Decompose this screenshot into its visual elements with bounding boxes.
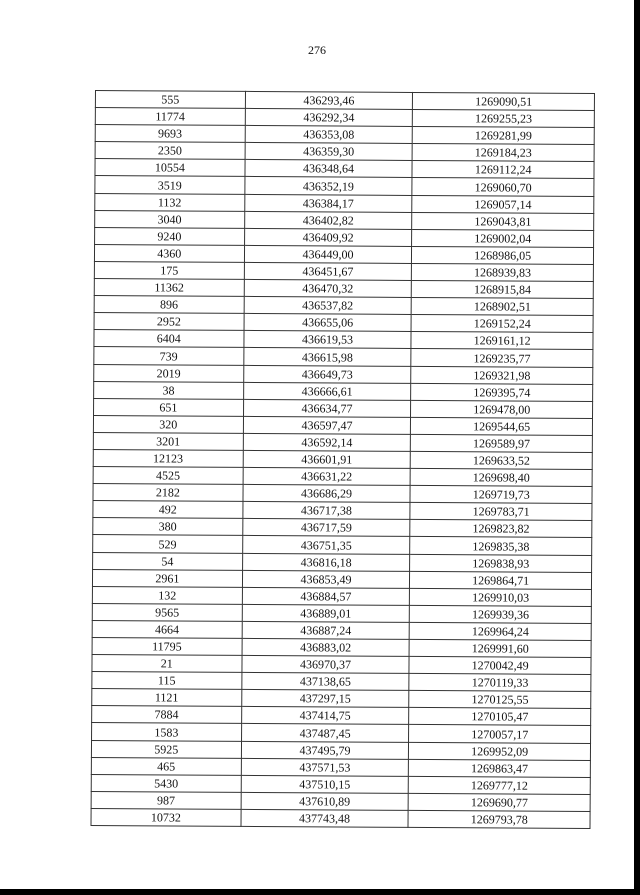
y-coordinate-cell: 1269589,97 bbox=[411, 434, 593, 452]
x-coordinate-cell: 436887,24 bbox=[242, 621, 410, 639]
point-number-cell: 320 bbox=[93, 415, 243, 433]
point-number-cell: 21 bbox=[92, 655, 242, 673]
x-coordinate-cell: 437743,48 bbox=[241, 809, 409, 827]
point-number-cell: 54 bbox=[93, 552, 243, 570]
y-coordinate-cell: 1269698,40 bbox=[410, 468, 592, 486]
point-number-cell: 1132 bbox=[95, 193, 245, 211]
y-coordinate-cell: 1269281,99 bbox=[413, 127, 595, 145]
point-number-cell: 5925 bbox=[91, 740, 241, 758]
x-coordinate-cell: 437138,65 bbox=[242, 673, 410, 691]
y-coordinate-cell: 1269910,03 bbox=[410, 588, 592, 606]
x-coordinate-cell: 436883,02 bbox=[242, 638, 410, 656]
y-coordinate-cell: 1269090,51 bbox=[413, 92, 595, 110]
x-coordinate-cell: 436853,49 bbox=[242, 570, 410, 588]
x-coordinate-cell: 436816,18 bbox=[242, 553, 410, 571]
y-coordinate-cell: 1269823,82 bbox=[410, 520, 592, 538]
x-coordinate-cell: 436634,77 bbox=[243, 399, 411, 417]
point-number-cell: 380 bbox=[93, 518, 243, 536]
x-coordinate-cell: 436717,59 bbox=[242, 519, 410, 537]
y-coordinate-cell: 1269184,23 bbox=[412, 144, 594, 162]
point-number-cell: 529 bbox=[93, 535, 243, 553]
y-coordinate-cell: 1268915,84 bbox=[412, 280, 594, 298]
point-number-cell: 10554 bbox=[95, 159, 245, 177]
coordinates-table bbox=[91, 90, 595, 829]
x-coordinate-cell: 436619,53 bbox=[244, 331, 412, 349]
point-number-cell: 739 bbox=[94, 347, 244, 365]
coordinates-table-body bbox=[91, 91, 594, 829]
point-number-cell: 10732 bbox=[91, 808, 241, 826]
point-number-cell: 5430 bbox=[91, 774, 241, 792]
y-coordinate-cell: 1268986,05 bbox=[412, 246, 594, 264]
point-number-cell: 11774 bbox=[95, 108, 245, 126]
x-coordinate-cell: 436352,19 bbox=[245, 177, 413, 195]
point-number-cell: 4360 bbox=[94, 244, 244, 262]
y-coordinate-cell: 1269112,24 bbox=[412, 161, 594, 179]
y-coordinate-cell: 1269544,65 bbox=[411, 417, 593, 435]
point-number-cell: 4525 bbox=[93, 467, 243, 485]
x-coordinate-cell: 436537,82 bbox=[244, 297, 412, 315]
point-number-cell: 465 bbox=[91, 757, 241, 775]
point-number-cell: 987 bbox=[91, 791, 241, 809]
y-coordinate-cell: 1269060,70 bbox=[412, 178, 594, 196]
point-number-cell: 2019 bbox=[94, 364, 244, 382]
point-number-cell: 2182 bbox=[93, 484, 243, 502]
point-number-cell: 492 bbox=[93, 501, 243, 519]
y-coordinate-cell: 1269964,24 bbox=[410, 622, 592, 640]
y-coordinate-cell: 1269690,77 bbox=[408, 793, 590, 811]
x-coordinate-cell: 436592,14 bbox=[243, 433, 411, 451]
x-coordinate-cell: 436889,01 bbox=[242, 604, 410, 622]
point-number-cell: 3201 bbox=[93, 432, 243, 450]
x-coordinate-cell: 436655,06 bbox=[244, 314, 412, 332]
x-coordinate-cell: 436451,67 bbox=[244, 262, 412, 280]
y-coordinate-cell: 1268939,83 bbox=[412, 263, 594, 281]
y-coordinate-cell: 1269235,77 bbox=[411, 349, 593, 367]
x-coordinate-cell: 436293,46 bbox=[245, 91, 413, 109]
point-number-cell: 555 bbox=[95, 91, 245, 109]
point-number-cell: 2350 bbox=[95, 142, 245, 160]
point-number-cell: 3040 bbox=[95, 210, 245, 228]
point-number-cell: 9565 bbox=[92, 603, 242, 621]
y-coordinate-cell: 1270125,55 bbox=[409, 691, 591, 709]
y-coordinate-cell: 1269719,73 bbox=[410, 486, 592, 504]
y-coordinate-cell: 1268902,51 bbox=[412, 298, 594, 316]
x-coordinate-cell: 437487,45 bbox=[241, 724, 409, 742]
y-coordinate-cell: 1269783,71 bbox=[410, 503, 592, 521]
point-number-cell: 4664 bbox=[92, 620, 242, 638]
y-coordinate-cell: 1269793,78 bbox=[408, 810, 590, 828]
y-coordinate-cell: 1269939,36 bbox=[410, 605, 592, 623]
y-coordinate-cell: 1270119,33 bbox=[409, 674, 591, 692]
x-coordinate-cell: 436751,35 bbox=[242, 536, 410, 554]
y-coordinate-cell: 1269395,74 bbox=[411, 383, 593, 401]
y-coordinate-cell: 1269863,47 bbox=[409, 759, 591, 777]
x-coordinate-cell: 436292,34 bbox=[245, 109, 413, 127]
y-coordinate-cell: 1270105,47 bbox=[409, 708, 591, 726]
x-coordinate-cell: 436649,73 bbox=[243, 365, 411, 383]
x-coordinate-cell: 436449,00 bbox=[244, 245, 412, 263]
y-coordinate-cell: 1269838,93 bbox=[410, 554, 592, 572]
y-coordinate-cell: 1269002,04 bbox=[412, 229, 594, 247]
point-number-cell: 1583 bbox=[92, 723, 242, 741]
x-coordinate-cell: 437510,15 bbox=[241, 775, 409, 793]
x-coordinate-cell: 436597,47 bbox=[243, 416, 411, 434]
y-coordinate-cell: 1269991,60 bbox=[409, 639, 591, 657]
y-coordinate-cell: 1270057,17 bbox=[409, 725, 591, 743]
x-coordinate-cell: 437414,75 bbox=[241, 707, 409, 725]
point-number-cell: 651 bbox=[94, 398, 244, 416]
y-coordinate-cell: 1269952,09 bbox=[409, 742, 591, 760]
point-number-cell: 6404 bbox=[94, 330, 244, 348]
point-number-cell: 2952 bbox=[94, 313, 244, 331]
x-coordinate-cell: 436717,38 bbox=[243, 502, 411, 520]
x-coordinate-cell: 436884,57 bbox=[242, 587, 410, 605]
y-coordinate-cell: 1269864,71 bbox=[410, 571, 592, 589]
y-coordinate-cell: 1269321,98 bbox=[411, 366, 593, 384]
y-coordinate-cell: 1269777,12 bbox=[409, 776, 591, 794]
y-coordinate-cell: 1269835,38 bbox=[410, 537, 592, 555]
point-number-cell: 7884 bbox=[92, 706, 242, 724]
point-number-cell: 2961 bbox=[92, 569, 242, 587]
x-coordinate-cell: 436970,37 bbox=[242, 656, 410, 674]
x-coordinate-cell: 437571,53 bbox=[241, 758, 409, 776]
point-number-cell: 896 bbox=[94, 296, 244, 314]
x-coordinate-cell: 436686,29 bbox=[243, 485, 411, 503]
y-coordinate-cell: 1269633,52 bbox=[411, 451, 593, 469]
page-number: 276 bbox=[308, 43, 326, 57]
point-number-cell: 12123 bbox=[93, 449, 243, 467]
x-coordinate-cell: 436601,91 bbox=[243, 450, 411, 468]
point-number-cell: 3519 bbox=[95, 176, 245, 194]
x-coordinate-cell: 437495,79 bbox=[241, 741, 409, 759]
x-coordinate-cell: 436384,17 bbox=[244, 194, 412, 212]
point-number-cell: 11362 bbox=[94, 279, 244, 297]
x-coordinate-cell: 436353,08 bbox=[245, 126, 413, 144]
x-coordinate-cell: 436348,64 bbox=[245, 160, 413, 178]
y-coordinate-cell: 1269057,14 bbox=[412, 195, 594, 213]
point-number-cell: 38 bbox=[94, 381, 244, 399]
x-coordinate-cell: 436402,82 bbox=[244, 211, 412, 229]
point-number-cell: 11795 bbox=[92, 637, 242, 655]
point-number-cell: 115 bbox=[92, 672, 242, 690]
point-number-cell: 1121 bbox=[92, 689, 242, 707]
y-coordinate-cell: 1270042,49 bbox=[409, 657, 591, 675]
point-number-cell: 9240 bbox=[95, 227, 245, 245]
coordinates-table-wrapper bbox=[91, 90, 595, 829]
x-coordinate-cell: 436470,32 bbox=[244, 279, 412, 297]
x-coordinate-cell: 437610,89 bbox=[241, 792, 409, 810]
x-coordinate-cell: 437297,15 bbox=[241, 690, 409, 708]
point-number-cell: 132 bbox=[92, 586, 242, 604]
x-coordinate-cell: 436359,30 bbox=[245, 143, 413, 161]
x-coordinate-cell: 436666,61 bbox=[243, 382, 411, 400]
x-coordinate-cell: 436615,98 bbox=[243, 348, 411, 366]
y-coordinate-cell: 1269255,23 bbox=[413, 110, 595, 128]
y-coordinate-cell: 1269152,24 bbox=[411, 315, 593, 333]
x-coordinate-cell: 436409,92 bbox=[244, 228, 412, 246]
table-row bbox=[91, 808, 590, 828]
y-coordinate-cell: 1269161,12 bbox=[411, 332, 593, 350]
x-coordinate-cell: 436631,22 bbox=[243, 467, 411, 485]
point-number-cell: 175 bbox=[94, 261, 244, 279]
y-coordinate-cell: 1269043,81 bbox=[412, 212, 594, 230]
y-coordinate-cell: 1269478,00 bbox=[411, 400, 593, 418]
point-number-cell: 9693 bbox=[95, 125, 245, 143]
